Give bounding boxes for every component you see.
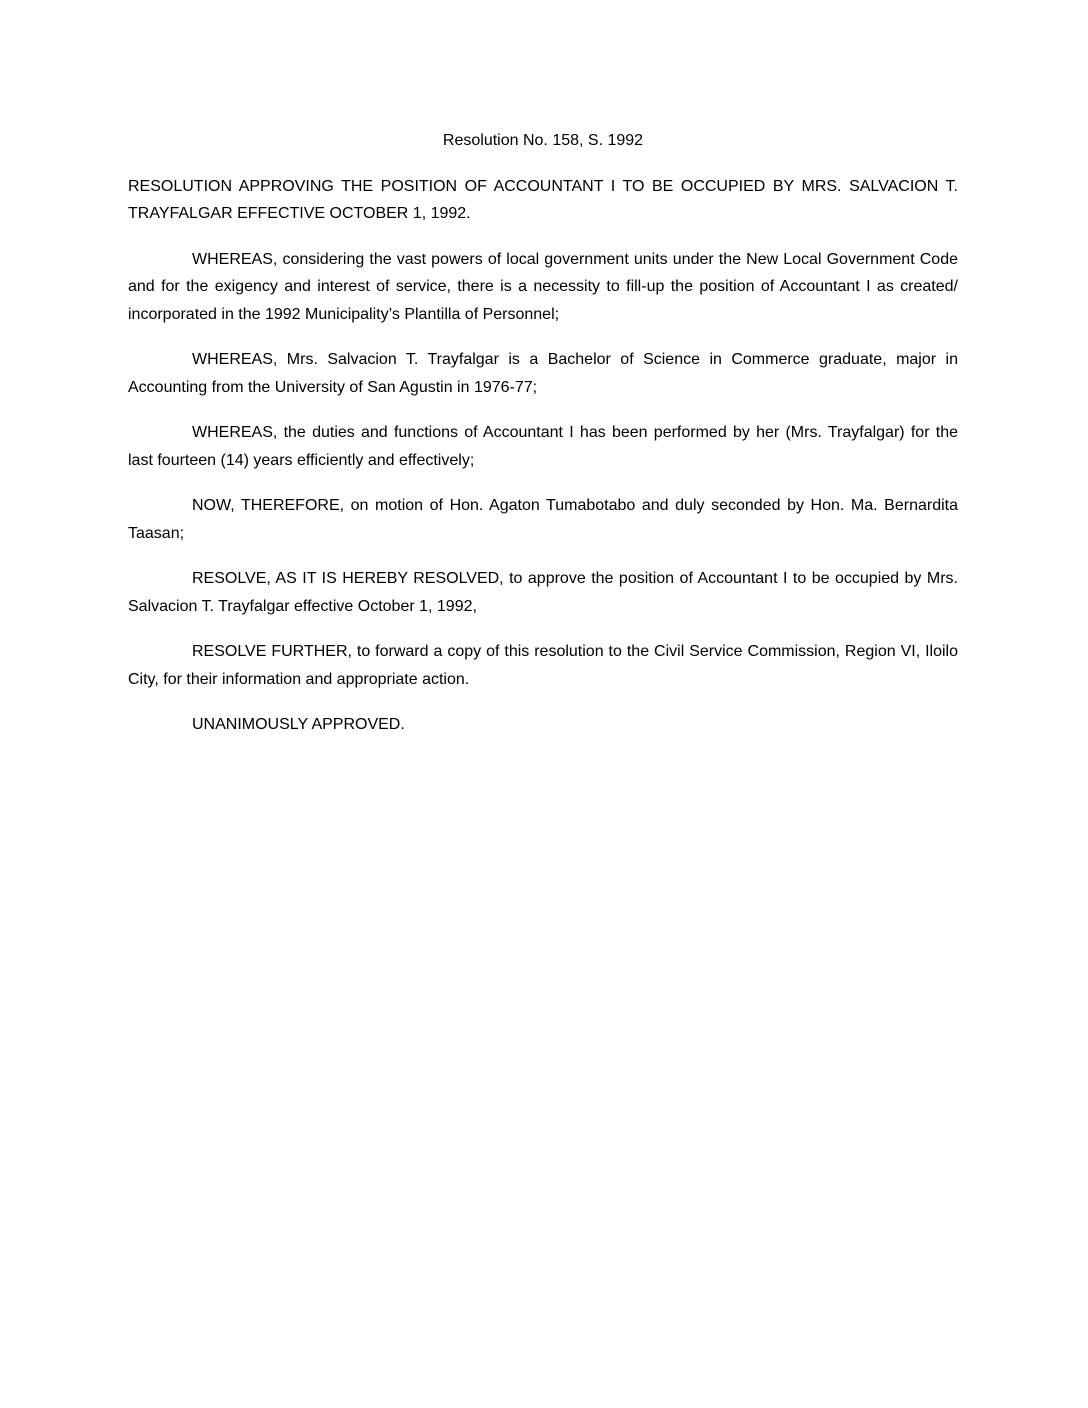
document-body [128,127,958,757]
approval-statement: UNANIMOUSLY APPROVED. [192,716,405,733]
resolve-further-paragraph: RESOLVE FURTHER, to forward a copy of this resolution to the Civil Service Commission, Region VI, Iloilo City, for their information and appropriate action. [128,643,958,688]
resolution-heading: RESOLUTION APPROVING THE POSITION OF ACCOUNTANT I TO BE OCCUPIED BY MRS. SALVACION T. TRAYFALGAR EFFECTIVE OCTOBER 1, 1992. [128,177,958,222]
resolution-title: Resolution No. 158, S. 1992 [442,132,644,149]
whereas-paragraph-2: WHEREAS, Mrs. Salvacion T. Trayfalgar is a Bachelor of Science in Commerce graduate, major in Accounting from the University of San Agustin in 1976-77; [128,351,958,396]
whereas-paragraph-3: WHEREAS, the duties and functions of Accountant I has been performed by her (Mrs. Trayfalgar) for the last fourteen (14) years efficiently and effectively; [128,424,958,469]
resolve-paragraph: RESOLVE, AS IT IS HEREBY RESOLVED, to approve the position of Accountant I to be occupied by Mrs. Salvacion T. Trayfalgar effective October 1, 1992, [128,570,958,615]
whereas-paragraph-1: WHEREAS, considering the vast powers of local government units under the New Local Government Code and for the exigency and interest of service, there is a necessity to fill-up the position of Accountant I as created/ incorporated in the 1992 Municipality’s Plantilla of Personnel; [128,250,958,323]
motion-paragraph: NOW, THEREFORE, on motion of Hon. Agaton Tumabotabo and duly seconded by Hon. Ma. Bernardita Taasan; [128,497,958,542]
